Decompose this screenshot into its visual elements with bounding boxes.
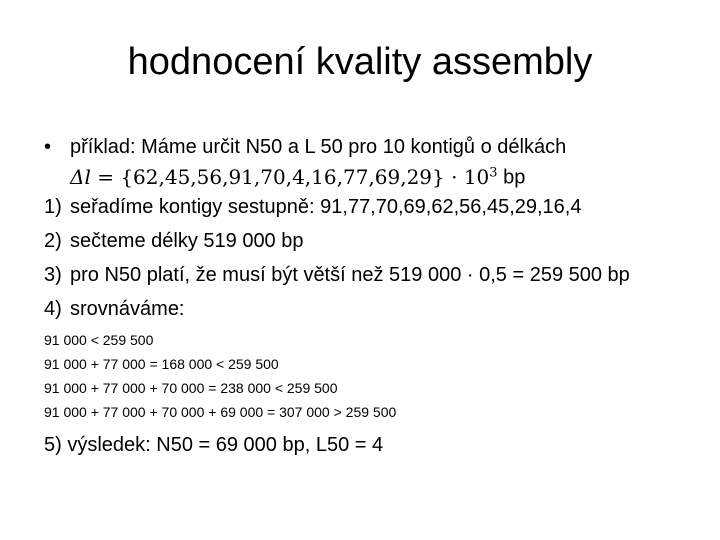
slide-title: hodnocení kvality assembly — [127, 41, 593, 83]
example-text: příklad: Máme určit N50 a L 50 pro 10 kontigů o délkách — [70, 136, 567, 158]
formula-variable: Δl — [70, 164, 91, 189]
comparison-line: 91 000 + 77 000 + 70 000 = 238 000 < 259 500 — [44, 380, 338, 396]
formula-unit: bp — [497, 166, 526, 189]
formula-set: = {62,45,56,91,70,4,16,77,69,29} · 10 — [90, 164, 490, 189]
bullet-icon: • — [44, 136, 52, 158]
step-number: 2) — [44, 230, 62, 252]
step-item — [44, 190, 704, 224]
formula-exponent: 3 — [489, 165, 498, 180]
step-text: sečteme délky 519 000 bp — [70, 230, 304, 252]
step-item — [44, 258, 704, 292]
step-number: 4) — [44, 298, 62, 320]
result-line: 5) výsledek: N50 = 69 000 bp, L50 = 4 — [44, 434, 384, 456]
step-text: srovnáváme: — [70, 298, 185, 320]
step-number: 3) — [44, 264, 62, 286]
step-number: 1) — [44, 196, 62, 218]
comparison-line: 91 000 + 77 000 = 168 000 < 259 500 — [44, 356, 279, 372]
comparison-line: 91 000 < 259 500 — [44, 332, 154, 348]
slide-content — [44, 130, 704, 462]
step-text: pro N50 platí, že musí být větší než 519 000 · 0,5 = 259 500 bp — [70, 264, 630, 286]
comparison-line: 91 000 + 77 000 + 70 000 + 69 000 = 307 000 > 259 500 — [44, 404, 397, 420]
step-text: seřadíme kontigy sestupně: 91,77,70,69,62,56,45,29,16,4 — [70, 196, 582, 218]
step-item — [44, 292, 704, 326]
step-item — [44, 224, 704, 258]
formula-line — [44, 156, 704, 190]
formula — [70, 165, 498, 189]
